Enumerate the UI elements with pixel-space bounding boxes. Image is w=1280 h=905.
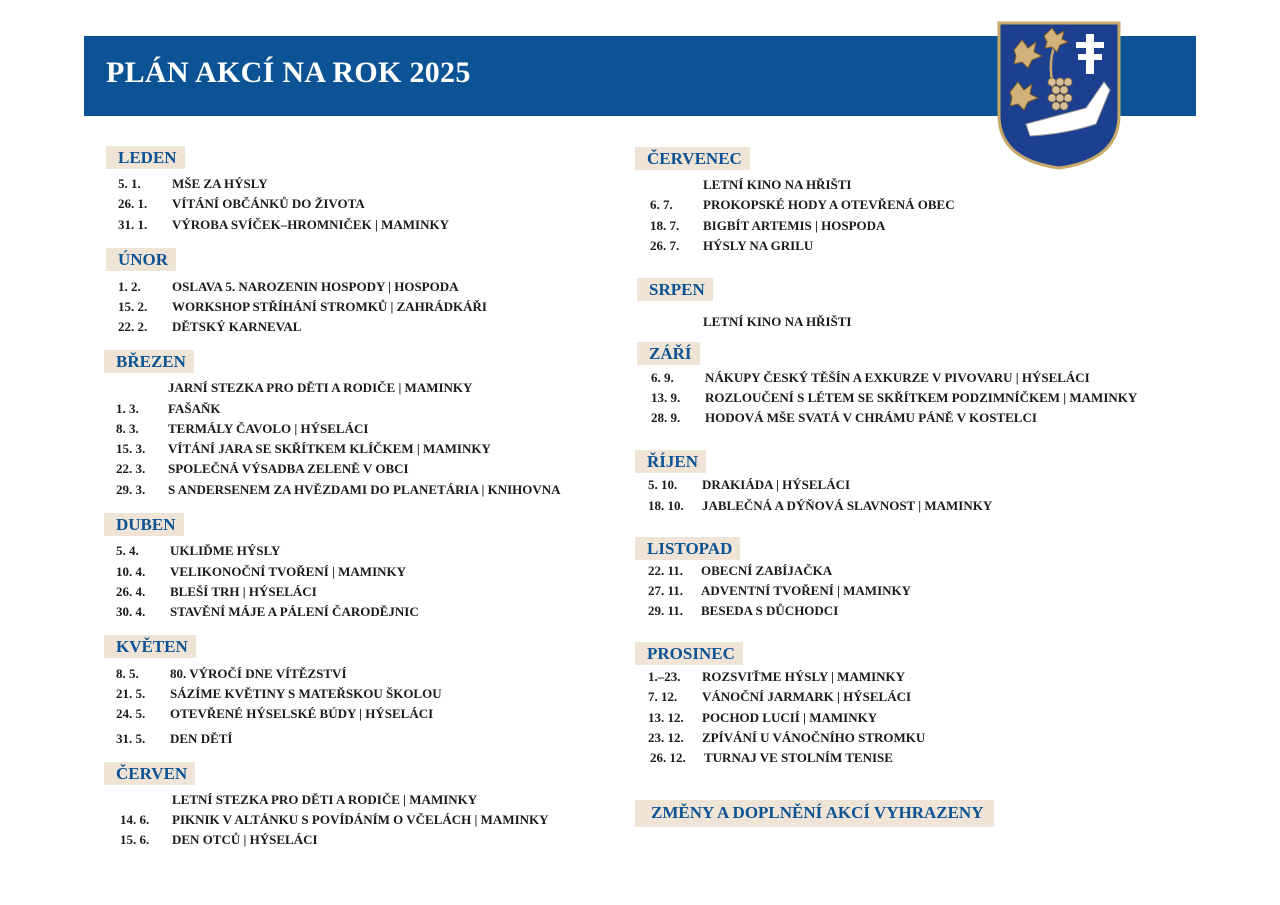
month-listopad: LISTOPAD (635, 537, 740, 560)
month-kveten: KVĚTEN (104, 635, 196, 658)
changes-reserved-note: ZMĚNY A DOPLNĚNÍ AKCÍ VYHRAZENY (635, 800, 994, 827)
month-srpen: SRPEN (637, 278, 713, 301)
month-prosinec: PROSINEC (635, 642, 743, 665)
month-cerven: ČERVEN (104, 762, 195, 785)
month-zari: ZÁŘÍ (637, 342, 700, 365)
month-brezen: BŘEZEN (104, 350, 194, 373)
month-cervenec: ČERVENEC (635, 147, 750, 170)
month-unor: ÚNOR (106, 248, 176, 271)
month-duben: DUBEN (104, 513, 184, 536)
month-rijen: ŘÍJEN (635, 450, 706, 473)
month-leden: LEDEN (106, 146, 185, 169)
coat-of-arms-icon (996, 20, 1122, 170)
page-title: PLÁN AKCÍ NA ROK 2025 (106, 56, 471, 89)
